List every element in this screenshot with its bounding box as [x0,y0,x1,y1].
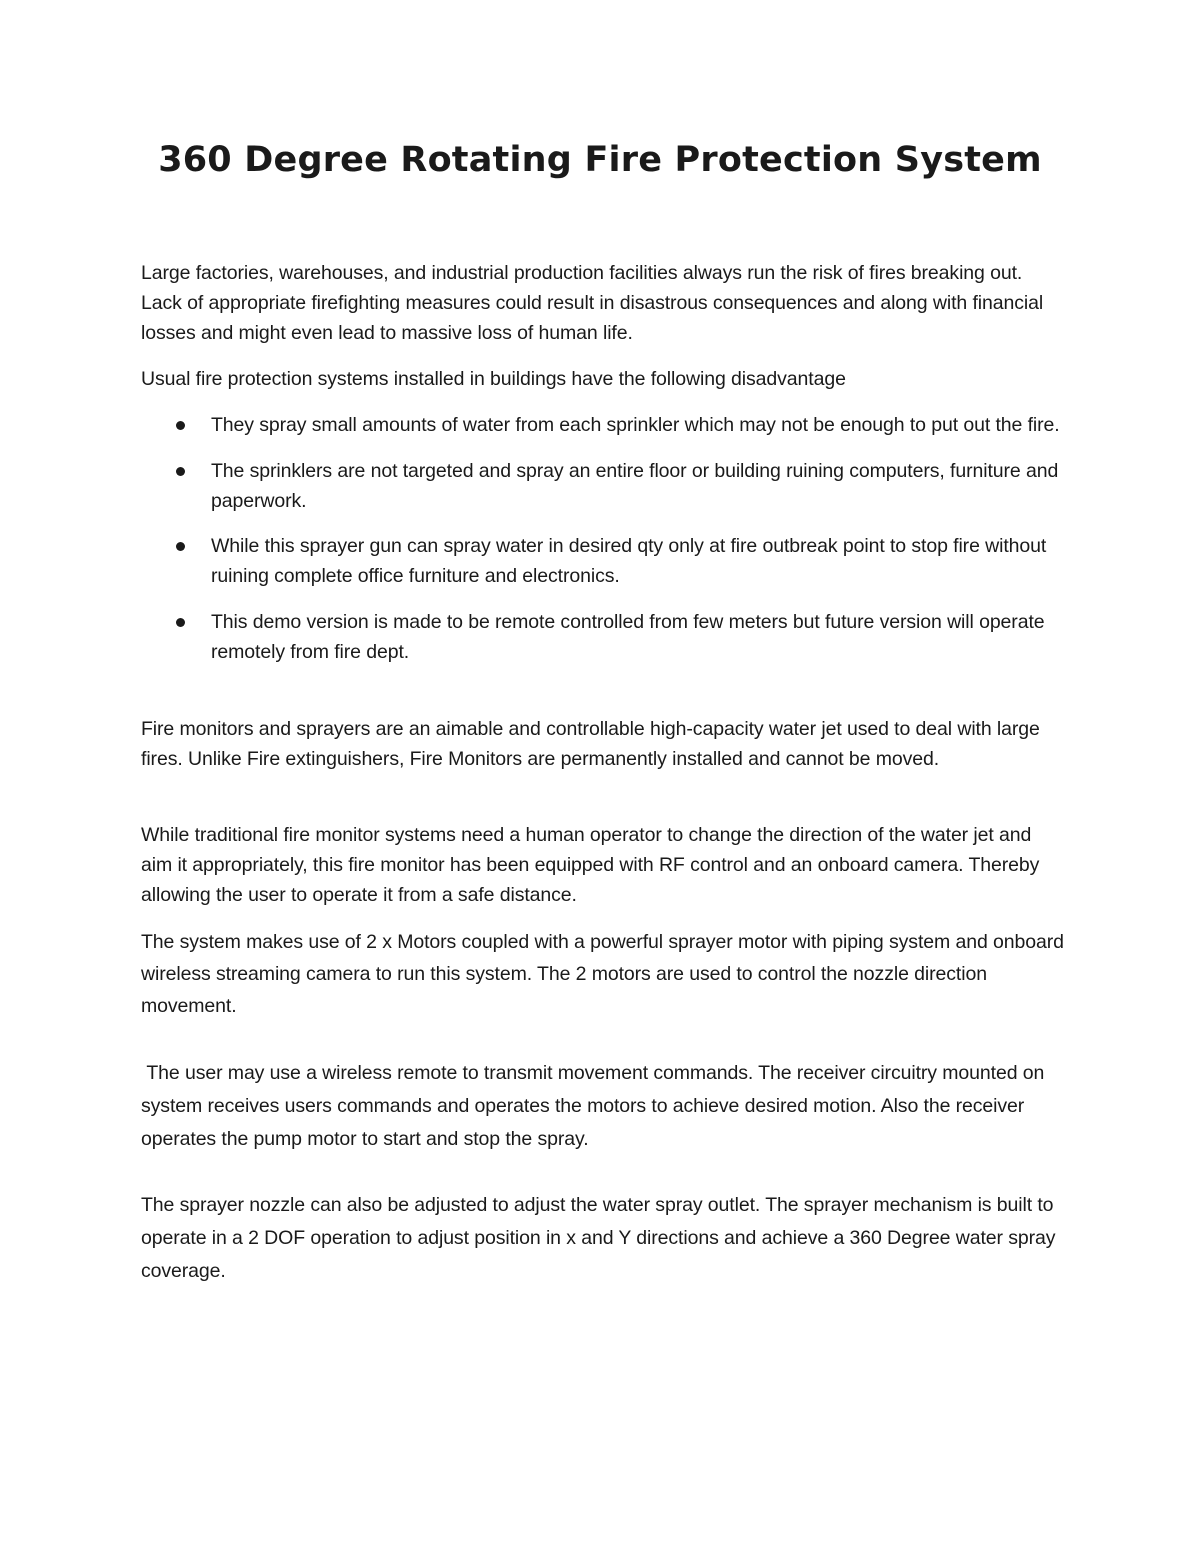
list-item-text: This demo version is made to be remote controlled from few meters but future version will operate remotely from fire dept. [211,610,1045,663]
list-item [141,456,1066,516]
intro-paragraph: Large factories, warehouses, and industrial production facilities always run the risk of fires breaking out. Lack of appropriate firefighting measures could result in disastrous consequences and along with financial losses and might even lead to massive loss of human life. [141,262,1044,344]
bullet-icon [176,618,185,627]
list-item [141,531,1066,591]
remote-paragraph: The user may use a wireless remote to transmit movement commands. The receiver circuitry mounted on system receives users commands and operates the motors to achieve desired motion. Also the receiver operates the pump motor to start and stop the spray. [141,1062,1050,1150]
list-item-text: While this sprayer gun can spray water in desired qty only at fire outbreak point to stop fire without ruining complete office furniture and electronics. [211,535,1047,587]
bullet-icon [176,421,185,430]
motors-paragraph: The system makes use of 2 x Motors coupled with a powerful sprayer motor with piping system and onboard wireless streaming camera to run this system. The 2 motors are used to control the nozzle direction movement. [141,931,1064,1017]
list-item [141,410,1066,440]
list-item [141,607,1066,667]
disadvantage-list [141,410,1066,682]
fire-monitors-paragraph: Fire monitors and sprayers are an aimable and controllable high-capacity water jet used to deal with large fires. Unlike Fire extinguishers, Fire Monitors are permanently installed and cannot be moved. [141,718,1040,770]
list-item-text: They spray small amounts of water from each sprinkler which may not be enough to put out the fire. [211,414,1060,436]
traditional-systems-paragraph: While traditional fire monitor systems need a human operator to change the direction of the water jet and aim it appropriately, this fire monitor has been equipped with RF control and an onboard camera. Thereby allowing the user to operate it from a safe distance. [141,824,1040,906]
bullet-icon [176,467,185,476]
list-item-text: The sprinklers are not targeted and spray an entire floor or building ruining computers, furniture and paperwork. [211,459,1059,512]
nozzle-paragraph: The sprayer nozzle can also be adjusted to adjust the water spray outlet. The sprayer mechanism is built to operate in a 2 DOF operation to adjust position in x and Y directions and achieve a 360 Degree water spray coverage. [141,1194,1056,1282]
page-title: 360 Degree Rotating Fire Protection System [158,140,1042,180]
bullet-icon [176,542,185,551]
disadvantage-intro: Usual fire protection systems installed in buildings have the following disadvantage [141,368,846,390]
